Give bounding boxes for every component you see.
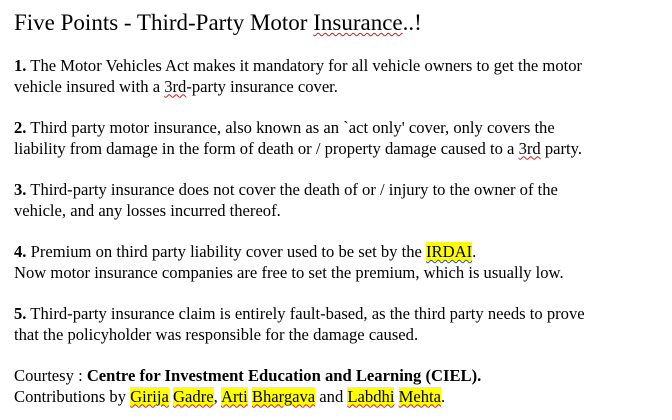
contributor-2-last: Bhargava: [251, 386, 316, 406]
contributions-prefix: Contributions by: [14, 386, 131, 406]
point-1: [14, 56, 664, 97]
courtesy-label: Courtesy :: [14, 366, 87, 385]
point-1-text-3: -party insurance cover.: [186, 76, 338, 96]
point-2-text: Third party motor insurance, also known as an `act only' cover, only covers the: [26, 118, 555, 137]
point-3-number: 3.: [14, 180, 27, 199]
point-2-line-1: [14, 118, 664, 139]
point-3-line-1: [14, 180, 664, 201]
point-2-spell-mark: 3rd: [518, 138, 541, 158]
contributor-1-first: Girija: [130, 386, 169, 406]
point-5: [14, 304, 664, 345]
point-4-text: Premium on third party liability cover used to be set by the: [26, 242, 427, 261]
point-3: [14, 180, 664, 221]
point-4-line-1: [14, 242, 664, 263]
point-4-number: 4.: [14, 242, 27, 261]
contributor-3-last: Mehta: [398, 386, 441, 406]
point-1-line-1: [14, 56, 664, 77]
irdai-highlight: IRDAI: [426, 242, 473, 261]
contributor-3-first: Labdhi: [347, 386, 395, 406]
point-2: [14, 118, 664, 159]
courtesy-block: [14, 366, 664, 407]
contributions-end: .: [441, 386, 446, 406]
point-1-text-2: vehicle insured with a: [14, 76, 165, 96]
contributions-and: and: [315, 386, 348, 406]
contributor-2-first: Arti: [220, 386, 248, 406]
point-4: [14, 242, 664, 283]
courtesy-org: Centre for Investment Education and Learning (CIEL).: [86, 366, 482, 385]
point-2-line-2: [14, 139, 664, 160]
point-2-number: 2.: [14, 118, 27, 137]
point-1-text: The Motor Vehicles Act makes it mandatory for all vehicle owners to get the motor: [26, 56, 583, 75]
title-misspelled-word: Insurance: [313, 10, 403, 35]
point-5-line-1: [14, 304, 664, 325]
point-2-text-2: liability from damage in the form of death or / property damage caused to a: [14, 138, 519, 158]
contributions-line: Contributions by Girija Gadre, Arti Bhargava and Labdhi Mehta.: [14, 386, 446, 406]
point-5-number: 5.: [14, 304, 27, 323]
title-main: Five Points - Third-Party Motor: [14, 10, 314, 35]
point-5-line-2: that the policyholder was responsible for the damage caused.: [14, 324, 419, 344]
document-body: [14, 0, 664, 407]
point-3-line-2: vehicle, and any losses incurred thereof.: [14, 200, 281, 220]
point-1-spell-mark: 3rd: [164, 76, 187, 96]
point-5-text: Third-party insurance claim is entirely fault-based, as the third party needs to prove: [26, 304, 585, 323]
point-3-text: Third-party insurance does not cover the death of or / injury to the owner of the: [26, 180, 558, 199]
point-4-text-end: .: [472, 242, 477, 261]
courtesy-line: [14, 366, 664, 387]
point-1-line-2: [14, 77, 664, 98]
point-2-text-3: party.: [540, 138, 583, 158]
point-4-line-2: Now motor insurance companies are free to set the premium, which is usually low.: [14, 262, 564, 282]
document-title: [14, 9, 664, 37]
point-1-number: 1.: [14, 56, 27, 75]
contributor-1-last: Gadre: [173, 386, 214, 406]
title-tail: ..!: [402, 10, 422, 35]
